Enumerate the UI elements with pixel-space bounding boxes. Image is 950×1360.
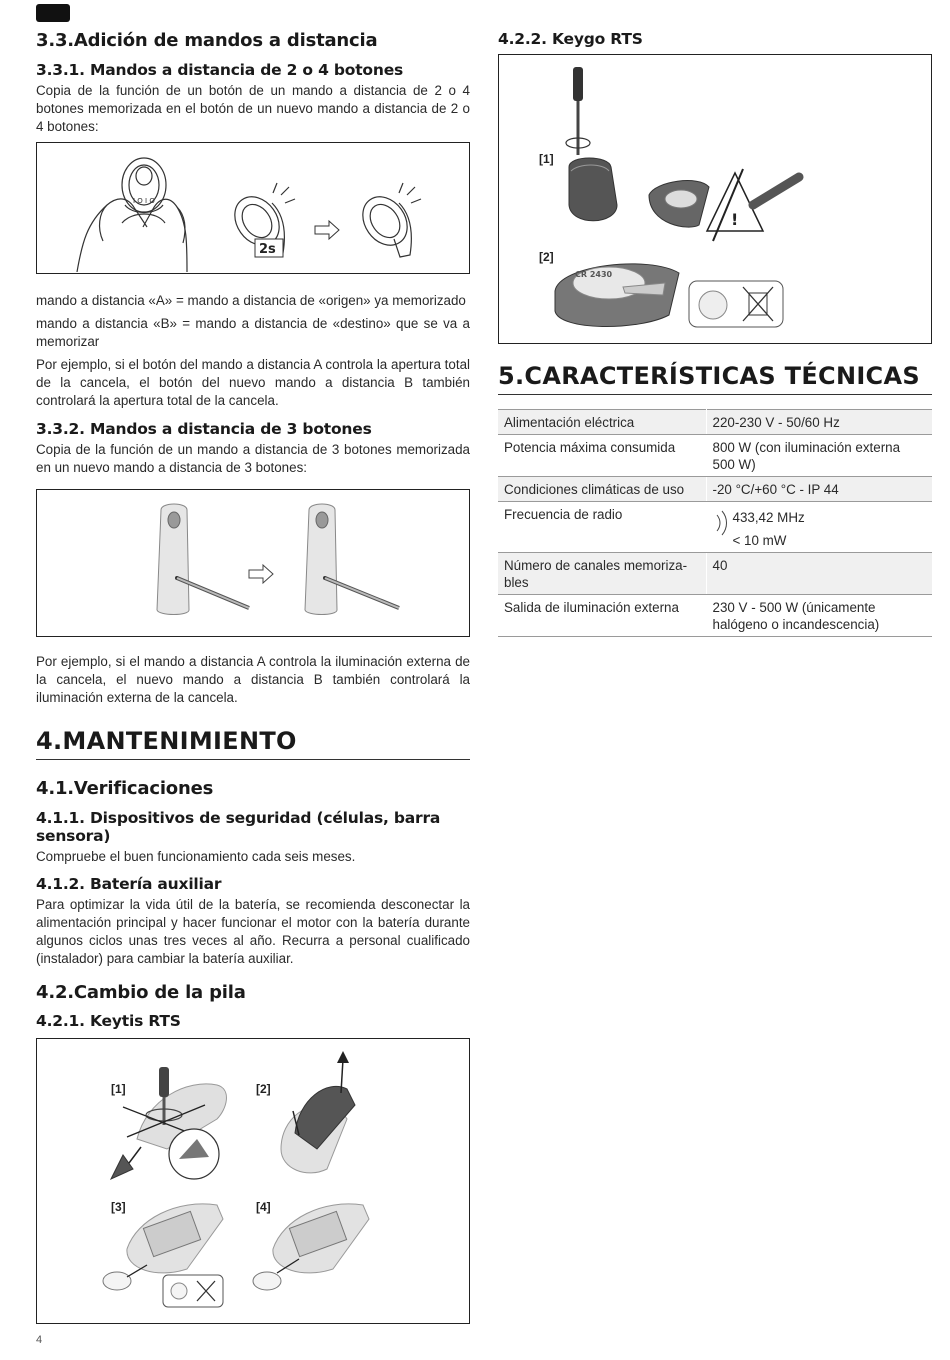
right-column bbox=[498, 30, 932, 637]
radio-frequency: 433,42 MHz bbox=[732, 510, 805, 525]
svg-text:!: ! bbox=[731, 210, 739, 229]
section-4-2-title: 4.2.Cambio de la pila bbox=[36, 982, 246, 1003]
keytis-step-4-label: [4] bbox=[256, 1200, 271, 1214]
example-total-opening: Por ejemplo, si el botón del mando a distancia A controla la apertura total de la cancela, el botón del nuevo mando a distancia B también controlará la apertura total de la cancela. bbox=[36, 357, 470, 408]
section-4-1-2-title: 4.1.2. Batería auxiliar bbox=[36, 875, 222, 893]
table-row bbox=[498, 502, 932, 553]
three-button-remote-illustration bbox=[37, 490, 468, 635]
radio-power: < 10 mW bbox=[732, 533, 787, 548]
section-5-title: 5.CARACTERÍSTICAS TÉCNICAS bbox=[498, 362, 932, 395]
section-4-1-title: 4.1.Verificaciones bbox=[36, 778, 214, 799]
section-4-1-2-text: Para optimizar la vida útil de la batería, se recomienda desconectar la alimentación principal y hacer funcionar el motor con la batería durante algunos ciclos unas tres veces al año. Recurra a personal cualificado (instalador) para cambiar la batería auxiliar. bbox=[36, 897, 470, 966]
spec-value: 220-230 V - 50/60 Hz bbox=[706, 410, 932, 435]
remote-copy-illustration bbox=[37, 143, 468, 272]
keygo-battery-label: CR 2430 bbox=[575, 270, 613, 279]
section-3-3-2-intro: Copia de la función de un mando a distancia de 3 botones memorizada en un nuevo mando a distancia de 3 botones: bbox=[36, 442, 470, 475]
table-row bbox=[498, 595, 932, 637]
table-row bbox=[498, 435, 932, 477]
figure-remote-copy-3-buttons bbox=[36, 489, 470, 637]
svg-text:I O I O: I O I O bbox=[133, 197, 155, 205]
spec-value-radio bbox=[706, 502, 932, 553]
figure-remote-copy-2-4-buttons bbox=[36, 142, 470, 274]
section-3-3-title: 3.3.Adición de mandos a distancia bbox=[36, 30, 378, 51]
keytis-step-1-label: [1] bbox=[111, 1082, 126, 1096]
table-row bbox=[498, 410, 932, 435]
spec-label: Número de canales memoriza-bles bbox=[498, 553, 706, 595]
keytis-step-2-label: [2] bbox=[256, 1082, 271, 1096]
keytis-step-3-label: [3] bbox=[111, 1200, 126, 1214]
spec-label: Alimentación eléctrica bbox=[498, 410, 706, 435]
spec-value: 40 bbox=[706, 553, 932, 595]
keygo-step-1-label: [1] bbox=[539, 152, 554, 166]
section-4-title: 4.MANTENIMIENTO bbox=[36, 727, 470, 760]
left-column bbox=[36, 30, 470, 1324]
section-3-3-2-title: 3.3.2. Mandos a distancia de 3 botones bbox=[36, 420, 372, 438]
table-row bbox=[498, 477, 932, 502]
spec-value: 800 W (con iluminación externa 500 W) bbox=[706, 435, 932, 477]
spec-label: Salida de iluminación externa bbox=[498, 595, 706, 637]
section-3-3-1-title: 3.3.1. Mandos a distancia de 2 o 4 botones bbox=[36, 61, 404, 79]
figure-keygo-battery-change bbox=[498, 54, 932, 344]
example-external-lighting: Por ejemplo, si el mando a distancia A controla la iluminación externa de la cancela, el nuevo mando a distancia B también controlará la iluminación externa de la cancela. bbox=[36, 654, 470, 705]
keygo-steps-illustration bbox=[499, 55, 930, 342]
page-number: 4 bbox=[36, 1334, 43, 1346]
hold-2s-label: 2s bbox=[259, 242, 276, 257]
section-4-2-1-title: 4.2.1. Keytis RTS bbox=[36, 1012, 181, 1030]
spec-label: Condiciones climáticas de uso bbox=[498, 477, 706, 502]
language-badge bbox=[36, 4, 70, 22]
technical-specs-table bbox=[498, 409, 932, 637]
section-4-2-2-title: 4.2.2. Keygo RTS bbox=[498, 30, 643, 48]
remote-b-definition: mando a distancia «B» = mando a distancia de «destino» que se va a memorizar bbox=[36, 316, 470, 349]
section-4-1-1-text: Compruebe el buen funcionamiento cada seis meses. bbox=[36, 849, 356, 864]
figure-keytis-battery-change bbox=[36, 1038, 470, 1324]
remote-a-definition: mando a distancia «A» = mando a distancia de «origen» ya memorizado bbox=[36, 293, 466, 308]
radio-wave-icon bbox=[713, 509, 733, 541]
keygo-step-2-label: [2] bbox=[539, 250, 554, 264]
table-row bbox=[498, 553, 932, 595]
spec-value: -20 °C/+60 °C - IP 44 bbox=[706, 477, 932, 502]
spec-value: 230 V - 500 W (únicamente halógeno o incandescencia) bbox=[706, 595, 932, 637]
spec-label: Potencia máxima consumida bbox=[498, 435, 706, 477]
keytis-steps-illustration bbox=[37, 1039, 468, 1322]
spec-label: Frecuencia de radio bbox=[498, 502, 706, 553]
section-4-1-1-title: 4.1.1. Dispositivos de seguridad (células, barra sensora) bbox=[36, 809, 441, 845]
section-3-3-1-intro: Copia de la función de un botón de un mando a distancia de 2 o 4 botones memorizada en el botón de un nuevo mando a distancia de 2 o 4 botones: bbox=[36, 83, 470, 134]
